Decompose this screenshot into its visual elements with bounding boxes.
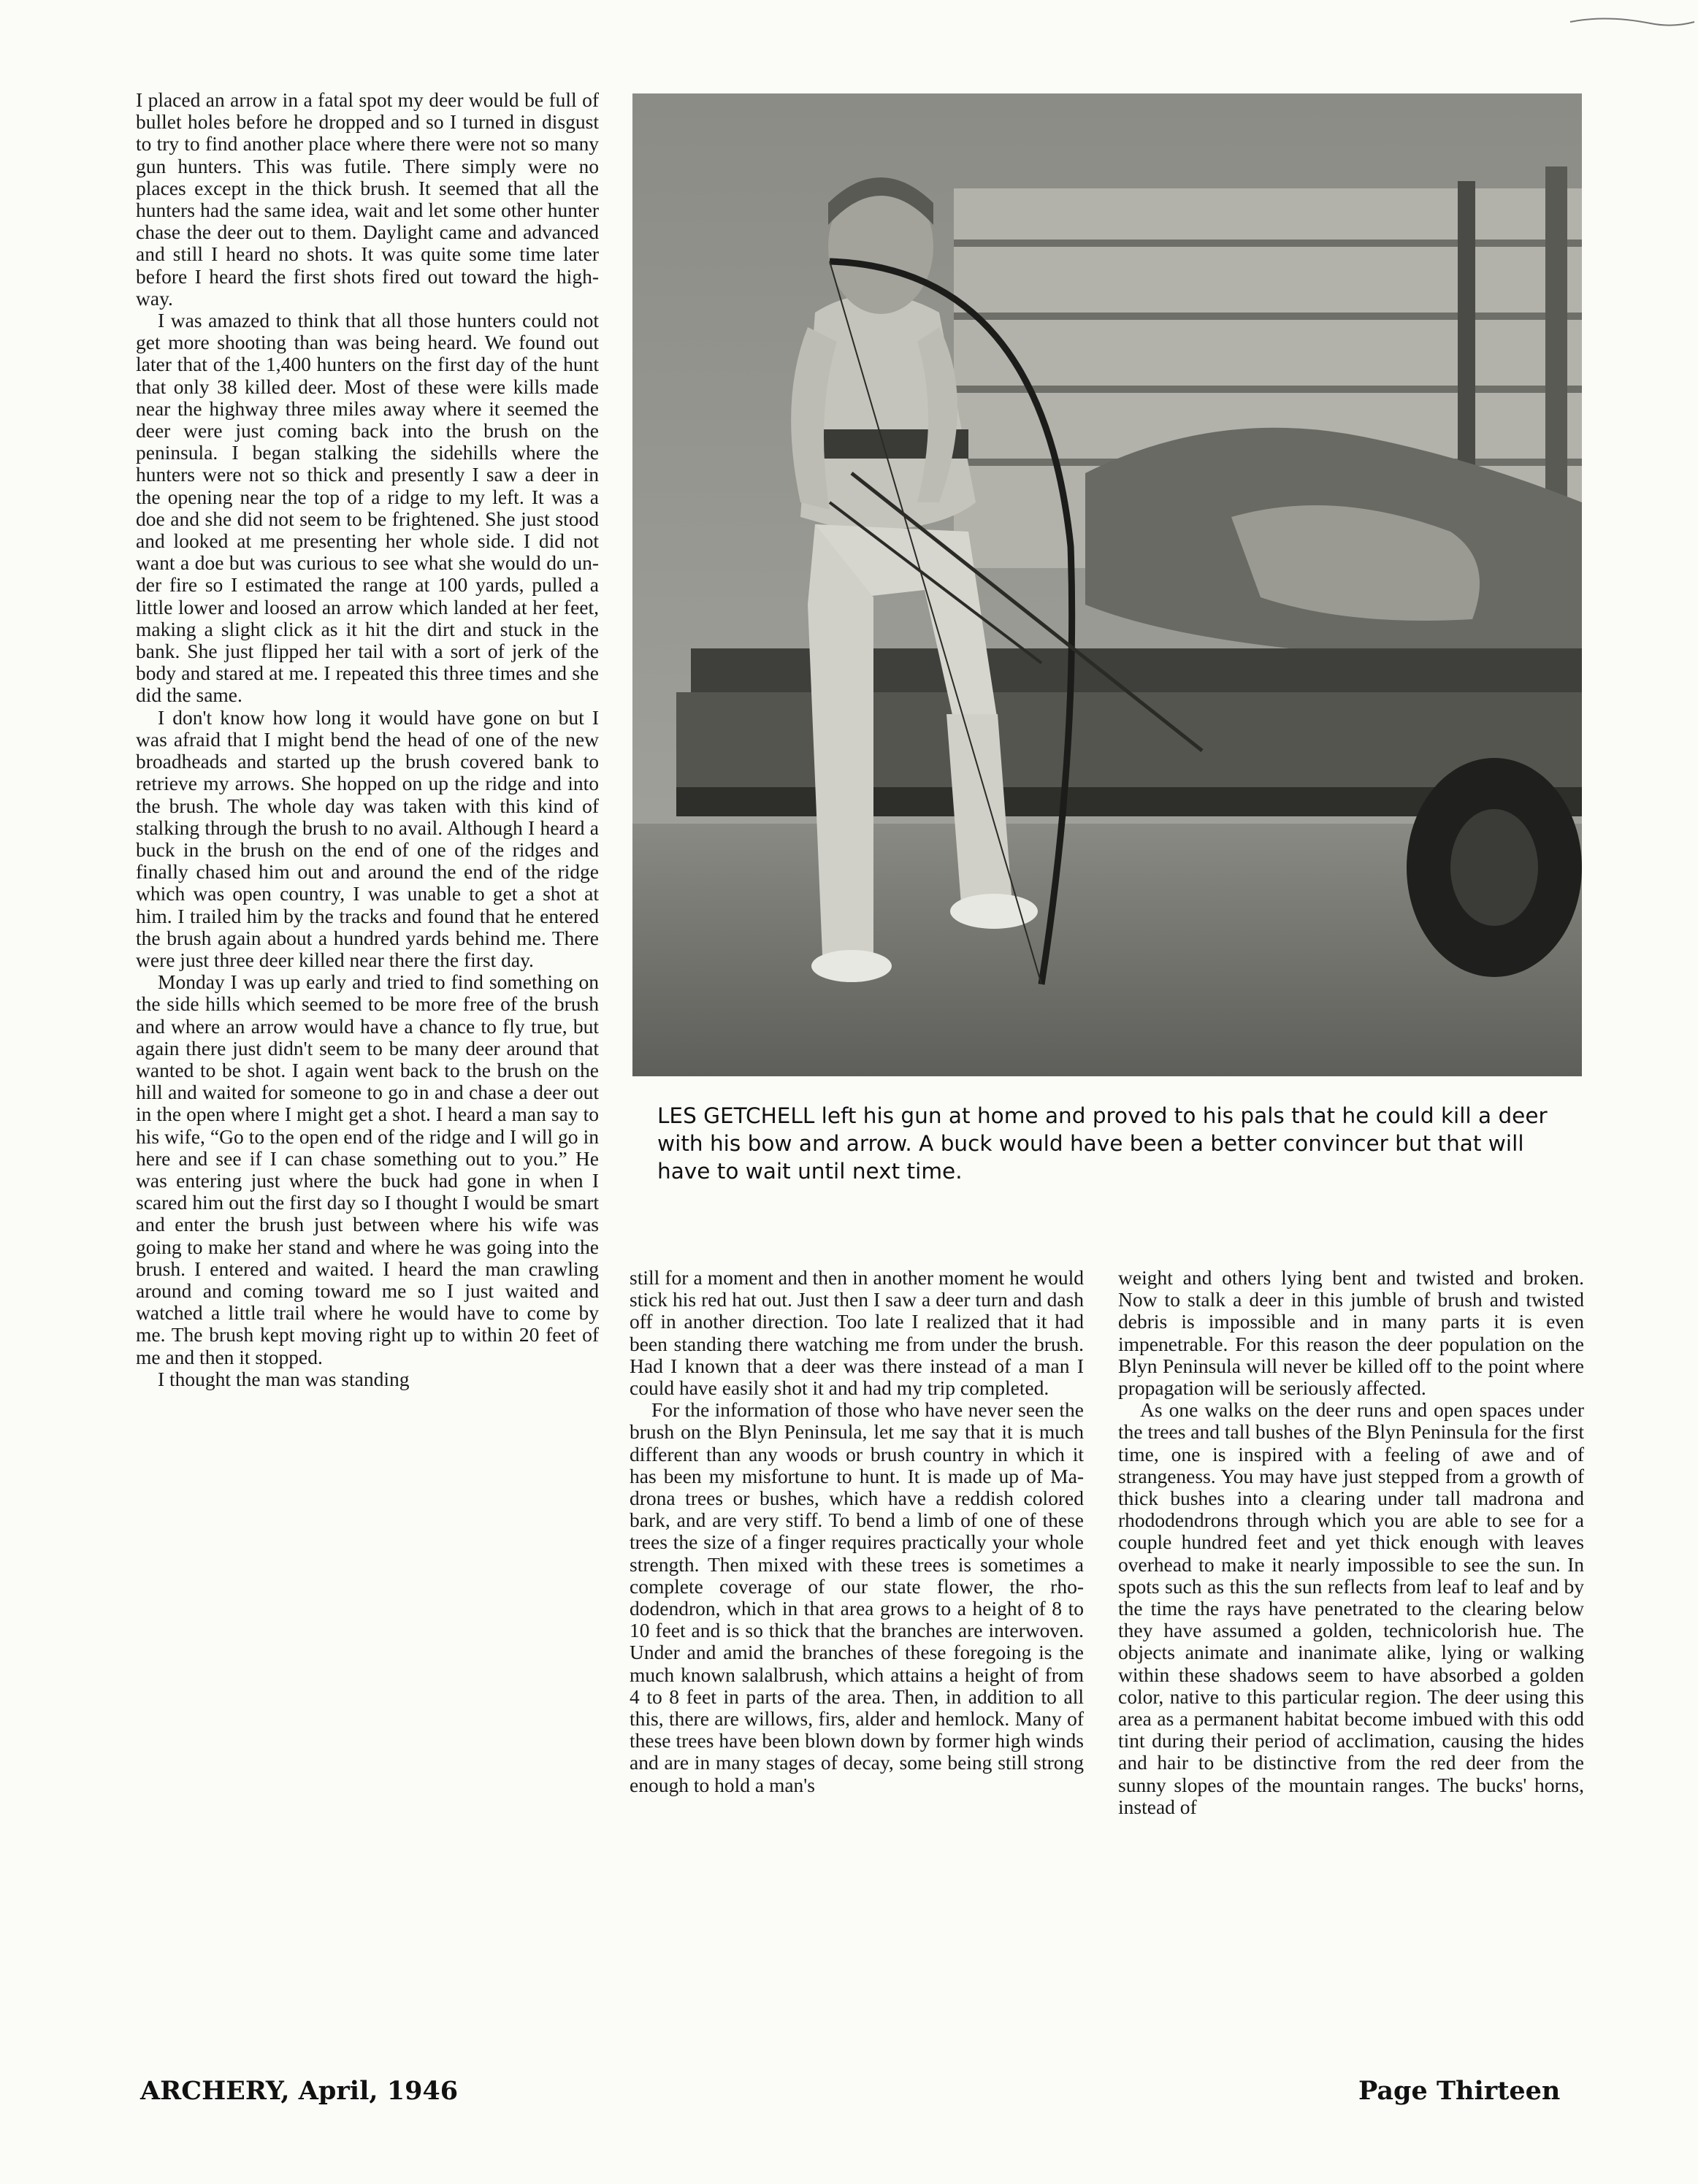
paragraph: I don't know how long it would have gone on but I was afraid that I might bend the head of one of the new broadheads and started up the brush covered bank to retrieve my arrows. She hopped on up the ridge and into the brush. The whole day was taken with this kind of stalking through the brush to no avail. Although I heard a buck in the brush on the end of one of the ridges and finally chased him out and around the end of the ridge which was open country, I was unable to get a shot at him. I trailed him by the tracks and found that he entered the brush again about a hundred yards behind me. There were just three deer killed near there the first day. [136, 705, 599, 971]
paragraph: I was amazed to think that all those hunters could not get more shooting than was being heard. We found out later that of the 1,400 hunters on the first day of the hunt that only 38 killed deer. Most of these were kills made near the highway three miles away where it seemed the deer were just coming back into the brush on the peninsula. I began stalking the sidehills where the hunters were not so thick and presently I saw a deer in the opening near the top of a ridge to my left. It was a doe and she did not seem to be frightened. She just stood and looked at me presenting her whole side. I did not want a doe but was curious to see what she would do under fire so I estimated the range at 100 yards, pulled a little lower and loosed an arrow which landed at her feet, making a slight click as it hit the dirt and stuck in the bank. She just flipped her tail with a sort of jerk of the body and stared at me. I repeated this three times and she did the same. [136, 309, 599, 707]
photo-illustration [632, 93, 1582, 1076]
page-corner-scan-mark [1563, 0, 1698, 44]
footer-publication: ARCHERY, April, 1946 [140, 2076, 459, 2106]
paragraph: Monday I was up early and tried to find something on the side hills which seemed to be more free of the brush and where an arrow would have a chance to fly true, but again there just didn't seem to be many deer around that wanted to be shot. I again went back to the brush on the hill and waited for someone to go in and chase a deer out in the open where I might get a shot. I heard a man say to his wife, “Go to the open end of the ridge and I will go in here and see if I can chase something out to you.” He was entering just where the buck had gone in when I scared him out the first day so I thought I would be smart and enter the brush just between where his wife was going to make her stand and where he was going into the brush. I entered and waited. I heard the man crawling around and coming toward me so I just waited and watched a little trail where he would have to come by me. The brush kept moving right up to within 20 feet of me and then it stopped. [136, 970, 599, 1368]
article-column-2 [630, 1267, 1084, 1796]
paragraph: As one walks on the deer runs and open spaces under the trees and tall bushes of the Blyn Peninsula for the first time, one is inspired with a feeling of awe and of strangeness. You may have just stepped from a growth of thick bushes into a clearing under tall madrona and rhododendrons through which you are able to see for a couple hundred feet and yet thick enough with leaves overhead to make it nearly impossible to see the sun. In spots such as this the sun reflects from leaf to leaf and by the time the rays have penetrated to the clearing below they have assumed a golden, technicolorish hue. The objects animate and inanimate alike, lying or walking within these shadows seem to have absorbed a golden color, native to this particular region. The deer using this area as a permanent habitat become imbued with this odd tint during their period of acclimation, causing the hides and hair to be distinctive from the red deer from the sunny slopes of the mountain ranges. The bucks' horns, instead of [1118, 1398, 1584, 1818]
paragraph: still for a moment and then in another moment he would stick his red hat out. Just then I saw a deer turn and dash off in another direction. Too late I realized that it had been standing there watching me from under the brush. Had I known that a deer was there instead of a man I could have easily shot it and had my trip completed. [630, 1266, 1084, 1400]
paragraph: For the information of those who have never seen the brush on the Blyn Peninsula, let me say that it is much different than any woods or brush country in which it has been my misfortune to hunt. It is made up of Madrona trees or bushes, which have a reddish colored bark, and are very stiff. To bend a limb of one of these trees the size of a finger requires practically your whole strength. Then mixed with these trees is sometimes a complete coverage of our state flower, the rhododendron, which in that area grows to a height of 8 to 10 feet and is so thick that the branches are interwoven. Under and amid the branches of these foregoing is the much known salalbrush, which attains a height of from 4 to 8 feet in parts of the area. Then, in addition to all this, there are willows, firs, alder and hemlock. Many of these trees have been blown down by former high winds and are in many stages of decay, some being still strong enough to hold a man's [630, 1398, 1084, 1796]
article-column-1 [136, 89, 599, 1390]
article-column-3 [1118, 1267, 1584, 1818]
paragraph: I thought the man was standing [158, 1367, 410, 1390]
photo-hunter-with-bow-on-truck [632, 93, 1582, 1076]
paragraph: weight and others lying bent and twisted and broken. Now to stalk a deer in this jumble of brush and twisted debris is impossible and in many parts it is even impenetrable. For this reason the deer population on the Blyn Peninsula will never be killed off to the point where propagation will be seriously affected. [1118, 1266, 1584, 1400]
footer-page-number: Page Thirteen [1358, 2076, 1561, 2106]
paragraph: I placed an arrow in a fatal spot my deer would be full of bullet holes before he dropped and so I turned in disgust to try to find another place where there were not so many gun hunters. This was futile. There simply were no places except in the thick brush. It seemed that all the hunters had the same idea, wait and let some other hunter chase the deer out to them. Daylight came and advanced and still I heard no shots. It was quite some time later before I heard the first shots fired out toward the highway. [136, 88, 599, 310]
photo-caption: LES GETCHELL left his gun at home and proved to his pals that he could kill a deer with his bow and arrow. A buck would have been a better convincer but that will have to wait until next time. [657, 1103, 1548, 1184]
